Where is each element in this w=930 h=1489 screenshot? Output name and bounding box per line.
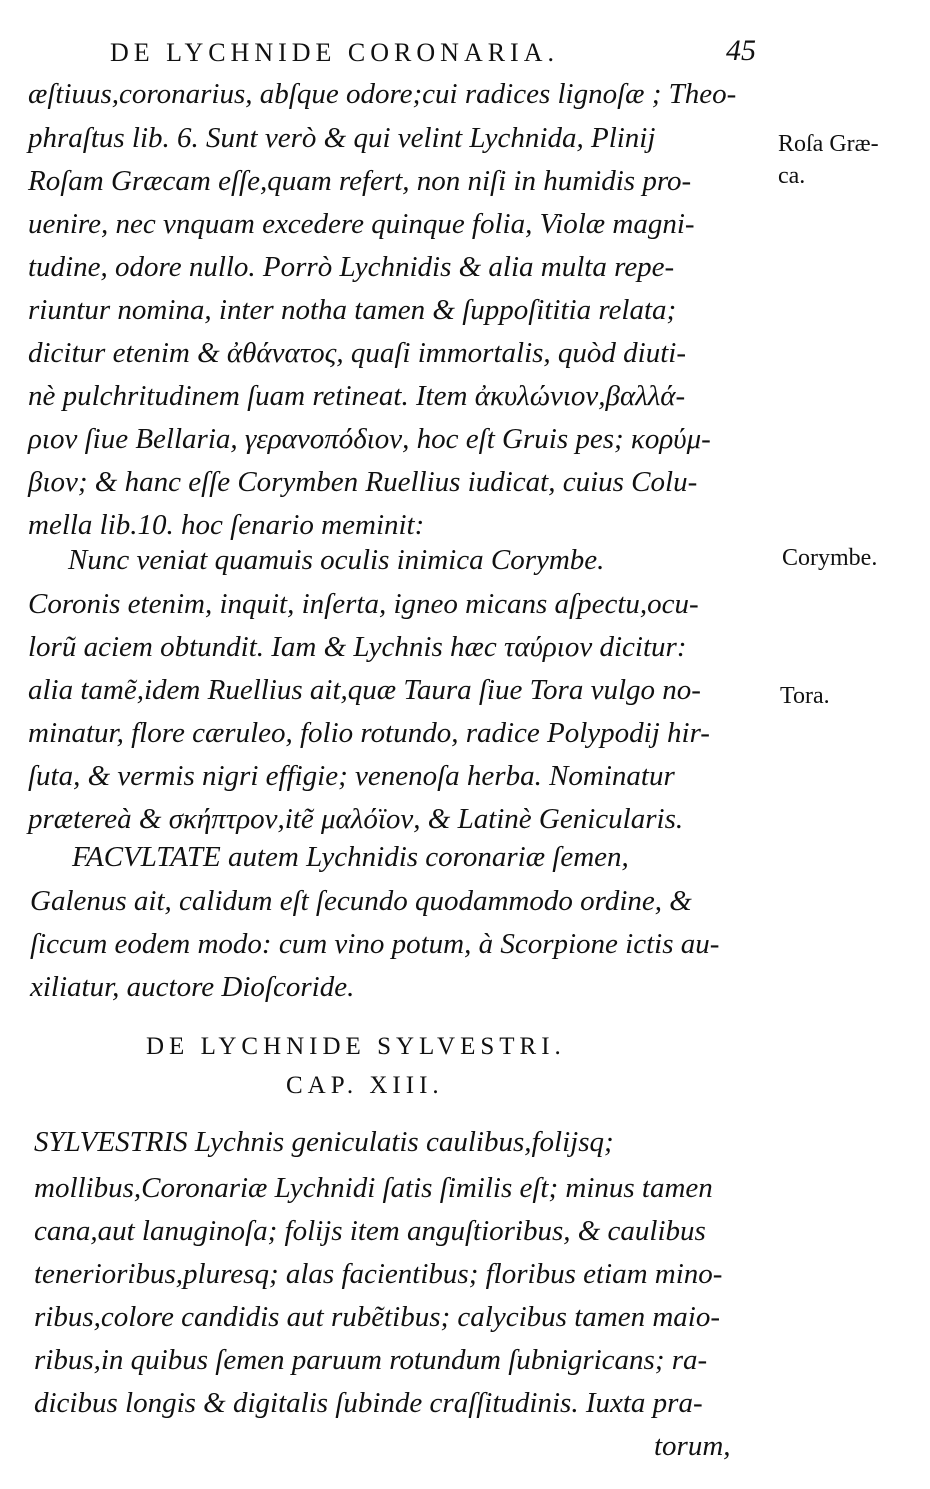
running-head: DE LYCHNIDE CORONARIA.	[110, 38, 559, 67]
verse-line: Nunc veniat quamuis oculis inimica Corymbe.	[68, 544, 605, 576]
body-line-19: FACVLTATE autem Lychnidis coronariæ ſemen,	[72, 841, 629, 873]
body-line-20: Galenus ait, calidum eſt ſecundo quodammodo ordine, &	[30, 885, 692, 917]
body-line-21: ſiccum eodem modo: cum vino potum, à Scorpione ictis au-	[30, 928, 720, 960]
body-line-14: lorũ aciem obtundit. Iam & Lychnis hæc ταύριον dicitur:	[28, 631, 687, 663]
body-line-15: alia tamẽ,idem Ruellius ait,quæ Taura ſiue Tora vulgo no-	[28, 674, 701, 706]
chapter-number: CAP. XIII.	[286, 1072, 444, 1099]
page-number: 45	[726, 34, 756, 67]
chapter-title: DE LYCHNIDE SYLVESTRI.	[146, 1033, 566, 1060]
body-line-16: minatur, flore cæruleo, folio rotundo, radice Polypodij hir-	[28, 717, 710, 749]
chapter-line-4: tenerioribus,pluresq; alas facientibus; floribus etiam mino-	[34, 1258, 723, 1290]
chapter-line-3: cana,aut lanuginoſa; folijs item anguſtioribus, & caulibus	[34, 1215, 706, 1247]
body-line-22: xiliatur, auctore Dioſcoride.	[30, 971, 355, 1003]
body-line-1: æſtiuus,coronarius, abſque odore;cui radices lignoſæ ; Theo-	[28, 78, 737, 110]
chapter-line-6: ribus,in quibus ſemen paruum rotundum ſubnigricans; ra-	[34, 1344, 708, 1376]
body-line-10: βιον; & hanc eſſe Corymben Ruellius iudicat, cuius Colu-	[28, 466, 698, 498]
body-line-3: Roſam Græcam eſſe,quam refert, non niſi in humidis pro-	[28, 165, 692, 197]
chapter-line-2: mollibus,Coronariæ Lychnidi ſatis ſimilis eſt; minus tamen	[34, 1172, 713, 1204]
chapter-line-7: dicibus longis & digitalis ſubinde craſſitudinis. Iuxta pra-	[34, 1387, 703, 1419]
margin-note-ca: ca.	[778, 163, 806, 189]
margin-note-rosa: Roſa Græ-	[778, 131, 879, 157]
chapter-line-5: ribus,colore candidis aut rubẽtibus; calycibus tamen maio-	[34, 1301, 720, 1333]
body-line-11: mella lib.10. hoc ſenario meminit:	[28, 509, 425, 541]
body-line-17: ſuta, & vermis nigri effigie; venenoſa herba. Nominatur	[28, 760, 675, 792]
body-line-4: uenire, nec vnquam excedere quinque folia, Violæ magni-	[28, 208, 695, 240]
body-line-6: riuntur nomina, inter notha tamen & ſuppoſititia relata;	[28, 294, 677, 326]
body-line-18: prætereà & σκήπτρον,itẽ μαλόϊον, & Latinè Genicularis.	[28, 803, 684, 835]
chapter-line-1: SYLVESTRIS Lychnis geniculatis caulibus,folijsq;	[34, 1126, 614, 1158]
body-line-2: phraſtus lib. 6. Sunt verò & qui velint Lychnida, Plinij	[28, 122, 656, 154]
body-line-8: nè pulchritudinem ſuam retineat. Item ἀκυλώνιον,βαλλά-	[28, 380, 686, 412]
body-line-7: dicitur etenim & ἀθάνατος, quaſi immortalis, quòd diuti-	[28, 337, 686, 369]
body-line-13: Coronis etenim, inquit, inſerta, igneo micans aſpectu,ocu-	[28, 588, 699, 620]
margin-note-tora: Tora.	[780, 683, 830, 709]
body-line-5: tudine, odore nullo. Porrò Lychnidis & alia multa repe-	[28, 251, 675, 283]
body-line-9: ριον ſiue Bellaria, γερανοπόδιον, hoc eſt Gruis pes; κορύμ-	[28, 423, 711, 455]
chapter-line-8: torum,	[654, 1430, 731, 1462]
margin-note-corymbe: Corymbe.	[782, 545, 878, 571]
